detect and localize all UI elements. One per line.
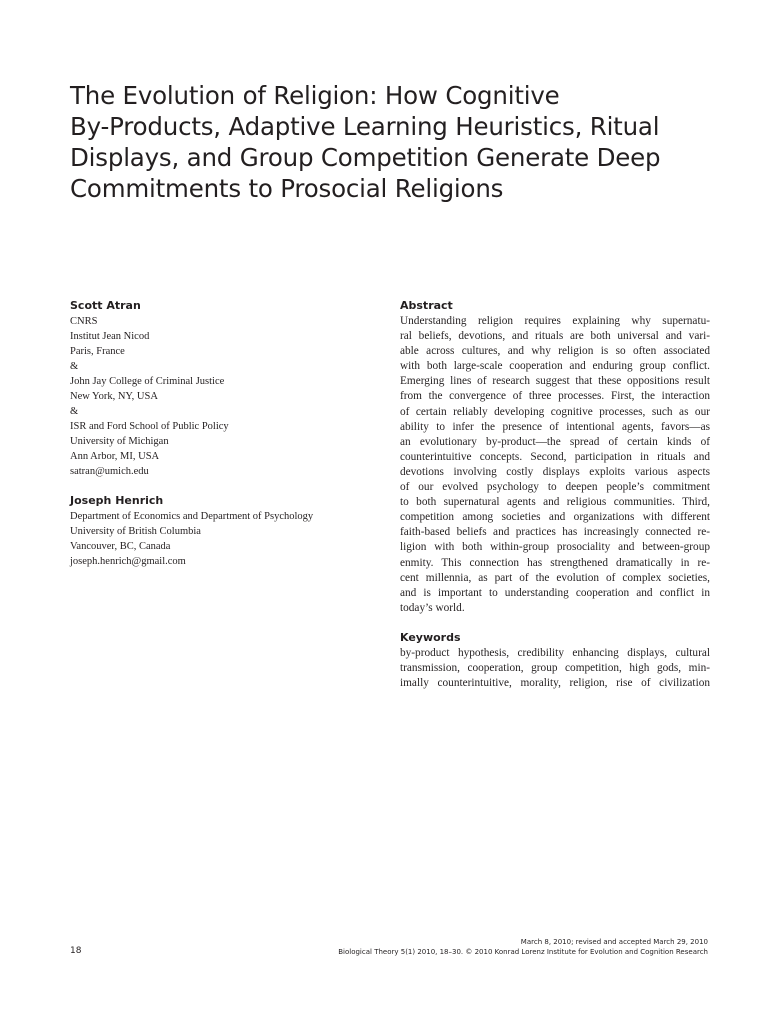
author-email[interactable]: satran@umich.edu [70, 466, 149, 477]
paper-title [70, 80, 730, 204]
author-affiliation [70, 509, 370, 569]
footer-dates: March 8, 2010; revised and accepted March 29, 2010 [520, 938, 708, 946]
author-name: Joseph Henrich [70, 494, 164, 507]
keywords-text [400, 646, 710, 691]
author-block [70, 493, 370, 569]
keywords-line: imally counterintuitive, morality, religion, rise of civilization [400, 677, 710, 690]
keywords-heading: Keywords [400, 630, 461, 644]
affiliation-line: Paris, France [70, 346, 125, 357]
abstract-line: from the convergence of three processes. First, the interaction [400, 390, 710, 403]
affiliation-line: ISR and Ford School of Public Policy [70, 421, 229, 432]
abstract-line: competition among societies and organizations with different [400, 511, 710, 524]
abstract-line: able across cultures, and why religion is so often associated [400, 345, 710, 358]
affiliation-line: & [70, 361, 79, 372]
affiliation-line: Vancouver, BC, Canada [70, 541, 171, 552]
keywords-line: transmission, cooperation, group competition, high gods, min- [400, 661, 710, 674]
abstract-line: ability to infer the presence of intentional agents, favors—as [400, 420, 710, 433]
title-line: The Evolution of Religion: How Cognitive [70, 81, 560, 110]
affiliation-line: Institut Jean Nicod [70, 331, 150, 342]
footer-citation [338, 937, 708, 957]
title-line: By-Products, Adaptive Learning Heuristics, Ritual [70, 112, 660, 141]
abstract-line: counterintuitive concepts. Second, participation in rituals and [400, 450, 710, 463]
abstract-line: faith-based beliefs and practices has increasingly connected re- [400, 526, 710, 539]
abstract-line: ligion with both within-group prosociality and between-group [400, 541, 710, 554]
affiliation-line: Department of Economics and Department of Psychology [70, 511, 314, 522]
abstract-heading: Abstract [400, 299, 453, 312]
affiliation-line: New York, NY, USA [70, 391, 158, 402]
title-line: Commitments to Prosocial Religions [70, 174, 504, 203]
author-name: Scott Atran [70, 299, 141, 312]
keywords-line: by-product hypothesis, credibility enhancing displays, cultural [400, 646, 710, 659]
affiliation-line: University of British Columbia [70, 526, 201, 537]
affiliation-line: John Jay College of Criminal Justice [70, 376, 225, 387]
keywords-section [400, 630, 710, 691]
abstract-text [400, 314, 710, 616]
title-line: Displays, and Group Competition Generate Deep [70, 143, 661, 172]
abstract-line: and is important to understanding cooperation and conflict in [400, 586, 710, 599]
abstract-line: of our evolved psychology to deepen people’s commitment [400, 481, 710, 494]
affiliation-line: & [70, 406, 79, 417]
abstract-line: today’s world. [400, 601, 465, 614]
abstract-line: devotions involving costly displays exploits various aspects [400, 465, 710, 478]
abstract-line: Understanding religion requires explaining why supernatu- [400, 315, 710, 327]
abstract-line: to both supernatural agents and religious communities. Third, [400, 496, 710, 509]
author-block [70, 298, 370, 479]
abstract-column [400, 298, 710, 691]
abstract-line: enmity. This connection has strengthened dramatically in re- [400, 556, 710, 569]
authors-column [70, 298, 370, 569]
abstract-line: cent millennia, as part of the evolution of complex societies, [400, 571, 710, 584]
page-number: 18 [70, 946, 82, 956]
abstract-line: an evolutionary by-product—the spread of certain kinds of [400, 435, 710, 448]
abstract-line: ral beliefs, devotions, and rituals are both universal and vari- [400, 330, 710, 343]
author-affiliation [70, 314, 370, 479]
affiliation-line: CNRS [70, 316, 98, 327]
abstract-line: with both large-scale cooperation and enduring group conflict. [400, 360, 710, 373]
affiliation-line: Ann Arbor, MI, USA [70, 451, 160, 462]
abstract-line: of certain reliably developing cognitive processes, such as our [400, 405, 710, 418]
footer-journal: Biological Theory 5(1) 2010, 18–30. © 2010 Konrad Lorenz Institute for Evolution and Cognition Research [338, 948, 708, 956]
affiliation-line: University of Michigan [70, 436, 169, 447]
abstract-line: Emerging lines of research suggest that these oppositions result [400, 375, 710, 388]
author-email[interactable]: joseph.henrich@gmail.com [70, 556, 186, 567]
